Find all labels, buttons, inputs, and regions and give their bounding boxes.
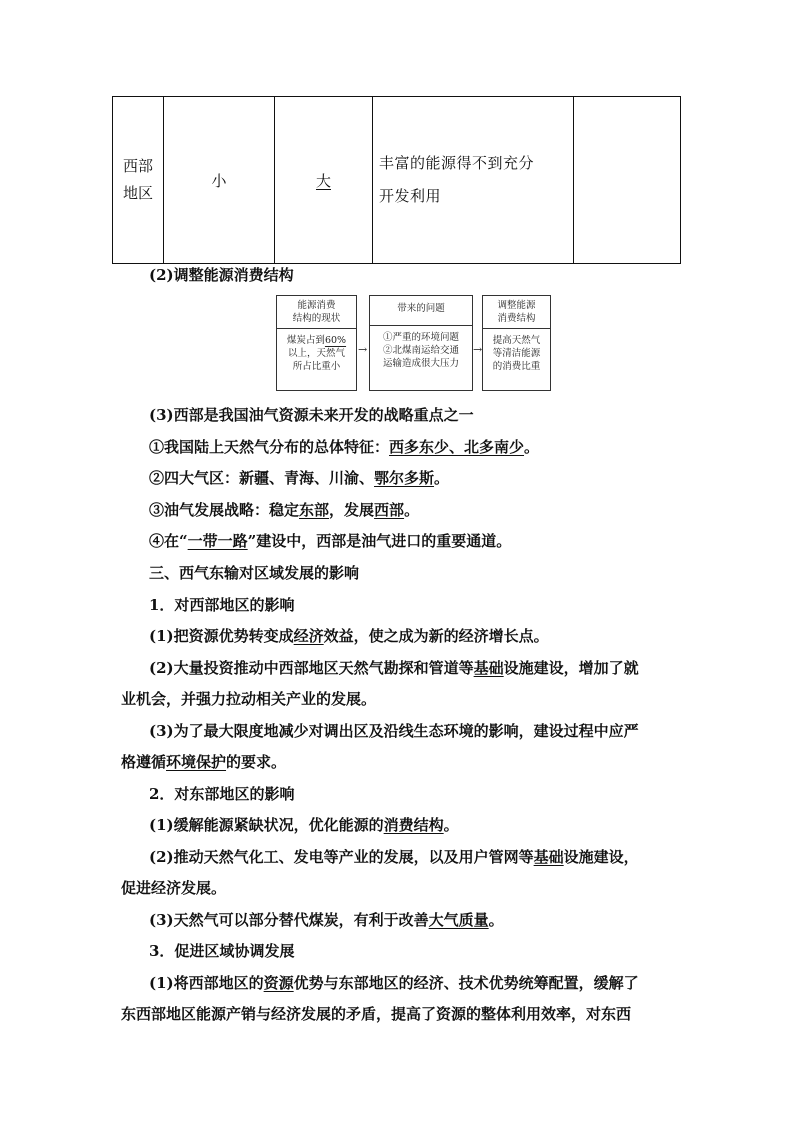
flow-text: ①严重的环境问题 bbox=[382, 332, 459, 343]
sec3-point-2 bbox=[149, 467, 449, 488]
sec3-point-3 bbox=[149, 499, 419, 520]
flow-text: 的消费比重 bbox=[492, 361, 541, 372]
flow-text: 所占比重小 bbox=[292, 361, 341, 372]
flow-text: 调整能源 bbox=[497, 300, 536, 311]
empty-cell bbox=[574, 97, 681, 264]
s3-p1-cont: 东西部地区能源产销与经济发展的矛盾，提高了资源的整体利用效率，对东西 bbox=[121, 1005, 632, 1023]
s1-title: 1．对西部地区的影响 bbox=[149, 596, 295, 614]
flow-box-problems-head: 带来的问题 bbox=[370, 296, 472, 326]
flow-text bbox=[280, 334, 353, 347]
description-cell bbox=[373, 97, 574, 264]
s1-p1 bbox=[149, 625, 549, 646]
text: 。 bbox=[488, 911, 504, 929]
underlined-text: 东部 bbox=[299, 501, 330, 519]
flow-text: ②北煤南运给交通 bbox=[382, 345, 459, 356]
text: ①我国陆上天然气分布的总体特征： bbox=[149, 438, 390, 456]
s1-p2-cont: 业机会，并强力拉动相关产业的发展。 bbox=[121, 690, 377, 708]
text: 优势与东部地区的经济、技术优势统筹配置，缓解了 bbox=[293, 974, 639, 992]
sec3-point-4 bbox=[149, 530, 511, 551]
text: 的要求。 bbox=[226, 753, 287, 771]
text: ④在“ bbox=[149, 532, 188, 550]
underlined-text: 大气质量 bbox=[428, 911, 489, 929]
flow-text: 结构的现状 bbox=[292, 313, 341, 324]
text: (1)缓解能源紧缺状况，优化能源的 bbox=[149, 816, 384, 834]
text: (1)把资源优势转变成 bbox=[149, 627, 294, 645]
flow-text: 60% bbox=[324, 335, 347, 346]
underlined-text: 西多东少、北多南少 bbox=[389, 438, 525, 456]
text: (2)大量投资推动中西部地区天然气勘探和管道等 bbox=[149, 659, 474, 677]
s1-p3: (3)为了最大限度地减少对调出区及沿线生态环境的影响，建设过程中应严 bbox=[149, 722, 639, 740]
flow-text: 等清洁能源 bbox=[492, 348, 541, 359]
underlined-text: 一带一路 bbox=[187, 532, 248, 550]
arrow-right-icon: → bbox=[358, 343, 368, 356]
text: 。 bbox=[434, 469, 450, 487]
text: (2)推动天然气化工、发电等产业的发展，以及用户管网等 bbox=[149, 848, 534, 866]
underlined-text: 经济 bbox=[293, 627, 324, 645]
flow-box-status-head bbox=[277, 296, 356, 329]
text: 格遵循 bbox=[121, 753, 167, 771]
text: 。 bbox=[404, 501, 420, 519]
flow-box-problems bbox=[369, 295, 473, 391]
part-3-title: 三、西气东输对区域发展的影响 bbox=[149, 564, 360, 582]
text: 。 bbox=[443, 816, 459, 834]
underlined-text: 环境保护 bbox=[166, 753, 227, 771]
text: 效益，使之成为新的经济增长点。 bbox=[323, 627, 549, 645]
region-line-1: 西部 bbox=[122, 157, 153, 175]
flow-box-problems-body bbox=[370, 326, 472, 375]
text: ②四大气区：新疆、青海、川渝、 bbox=[149, 469, 375, 487]
text: 。 bbox=[524, 438, 540, 456]
text: 设施建设， bbox=[563, 848, 639, 866]
s2-p3 bbox=[149, 909, 504, 930]
region-table bbox=[112, 96, 681, 264]
text: (1)将西部地区的 bbox=[149, 974, 264, 992]
s2-title: 2．对东部地区的影响 bbox=[149, 785, 295, 803]
flow-text: 以上，天然气 bbox=[287, 348, 345, 359]
section-3-title: (3)西部是我国油气资源未来开发的战略重点之一 bbox=[149, 406, 474, 424]
s1-p2 bbox=[149, 657, 639, 678]
underlined-text: 基础 bbox=[533, 848, 564, 866]
region-line-2: 地区 bbox=[122, 184, 153, 202]
arrow-right-icon: → bbox=[473, 343, 483, 356]
underlined-text: 基础 bbox=[473, 659, 504, 677]
large-value: 大 bbox=[315, 171, 331, 190]
flow-box-adjust bbox=[482, 295, 551, 391]
flow-text: 运输造成很大压力 bbox=[382, 358, 459, 369]
flow-text: 能源消费 bbox=[297, 300, 336, 311]
text: ，发展 bbox=[329, 501, 375, 519]
flow-box-adjust-head bbox=[483, 296, 550, 329]
text: 设施建设，增加了就 bbox=[503, 659, 639, 677]
underlined-text: 资源 bbox=[263, 974, 294, 992]
flow-box-adjust-body bbox=[483, 329, 550, 378]
description-line-1: 丰富的能源得不到充分 bbox=[379, 154, 535, 172]
underlined-text: 西部 bbox=[374, 501, 405, 519]
s2-p2 bbox=[149, 846, 639, 867]
region-cell bbox=[113, 97, 164, 264]
underlined-text: 鄂尔多斯 bbox=[374, 469, 435, 487]
text: ”建设中，西部是油气进口的重要通道。 bbox=[247, 532, 512, 550]
underlined-text: 消费结构 bbox=[383, 816, 444, 834]
flow-text: 煤炭占到 bbox=[286, 335, 325, 346]
s2-p1 bbox=[149, 814, 459, 835]
section-2-title: (2)调整能源消费结构 bbox=[149, 266, 294, 284]
table-row bbox=[113, 97, 681, 264]
flow-text: 提高天然气 bbox=[492, 335, 541, 346]
s3-title: 3．促进区域协调发展 bbox=[149, 942, 295, 960]
small-cell: 小 bbox=[164, 97, 275, 264]
text: (3)天然气可以部分替代煤炭，有利于改善 bbox=[149, 911, 429, 929]
s2-p2-cont: 促进经济发展。 bbox=[121, 879, 227, 897]
text: ③油气发展战略：稳定 bbox=[149, 501, 300, 519]
flow-box-status-body bbox=[277, 329, 356, 378]
description-line-2: 开发利用 bbox=[379, 187, 442, 205]
s3-p1 bbox=[149, 972, 639, 993]
flow-box-status bbox=[276, 295, 357, 391]
flow-text: 消费结构 bbox=[497, 313, 536, 324]
sec3-point-1 bbox=[149, 436, 539, 457]
large-cell bbox=[275, 97, 373, 264]
s1-p3-cont bbox=[121, 751, 286, 772]
